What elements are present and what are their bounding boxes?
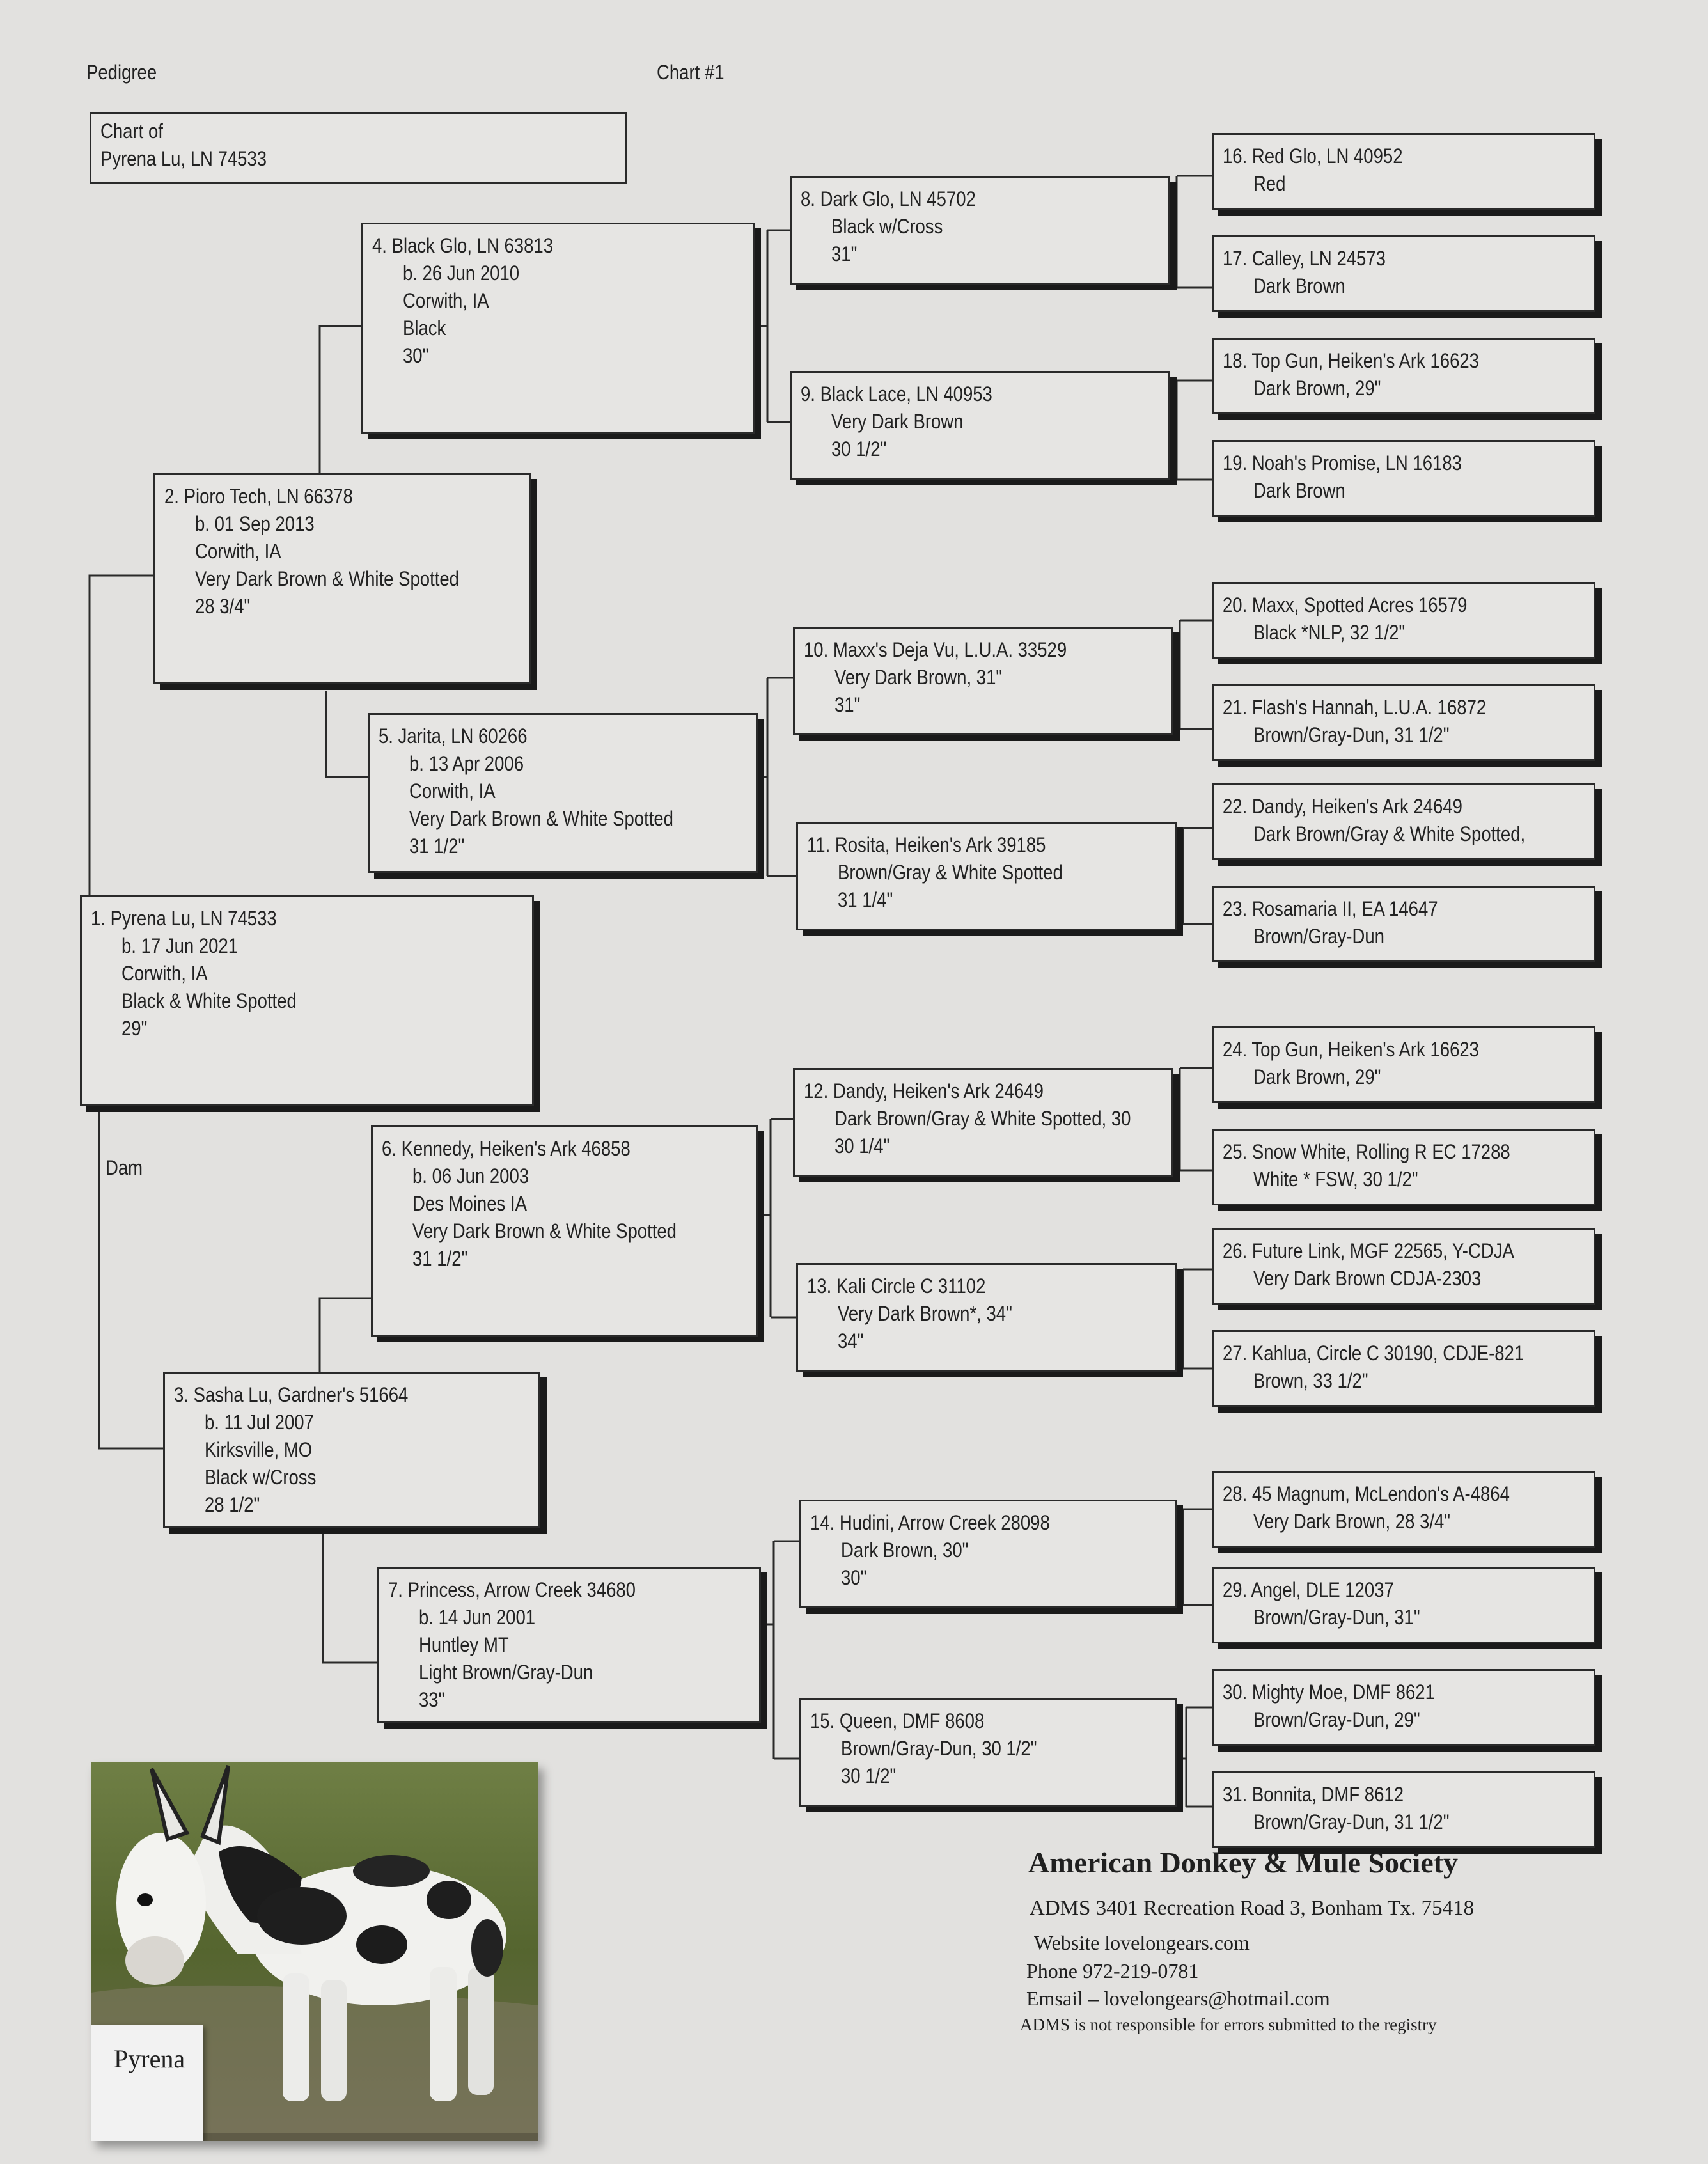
entry-name: 2. Pioro Tech, LN 66378 (164, 485, 353, 508)
entry-name: 7. Princess, Arrow Creek 34680 (388, 1578, 636, 1601)
entry-name: 24. Top Gun, Heiken's Ark 16623 (1223, 1038, 1479, 1061)
entry-name: 10. Maxx's Deja Vu, L.U.A. 33529 (804, 638, 1067, 661)
pedigree-entry-6 (371, 1125, 758, 1337)
pedigree-heading: Pedigree (86, 61, 157, 84)
entry-name: 6. Kennedy, Heiken's Ark 46858 (382, 1137, 631, 1160)
pedigree-entry-26 (1212, 1228, 1595, 1305)
entry-detail: Very Dark Brown & White Spotted (412, 1219, 677, 1243)
entry-name: 3. Sasha Lu, Gardner's 51664 (174, 1383, 409, 1406)
pedigree-entry-13 (796, 1263, 1177, 1372)
entry-detail: 31 1/2" (412, 1247, 468, 1270)
entry-detail: Dark Brown/Gray & White Spotted, (1253, 822, 1526, 845)
entry-detail: 33" (419, 1688, 445, 1711)
pedigree-entry-11 (796, 822, 1177, 930)
entry-detail: Corwith, IA (403, 289, 489, 312)
entry-detail: Brown/Gray-Dun, 29" (1253, 1708, 1420, 1731)
pedigree-entry-16 (1212, 133, 1595, 210)
entry-name: 25. Snow White, Rolling R EC 17288 (1223, 1140, 1510, 1163)
entry-detail: Kirksville, MO (205, 1438, 313, 1461)
dam-label: Dam (106, 1156, 143, 1179)
entry-name: 28. 45 Magnum, McLendon's A-4864 (1223, 1482, 1510, 1505)
entry-name: 8. Dark Glo, LN 45702 (801, 187, 976, 210)
entry-name: 12. Dandy, Heiken's Ark 24649 (804, 1079, 1044, 1102)
chart-of-label: Chart of (100, 120, 163, 143)
pedigree-entry-17 (1212, 235, 1595, 312)
pedigree-entry-12 (793, 1068, 1173, 1177)
pedigree-entry-30 (1212, 1669, 1595, 1746)
entry-detail: Brown/Gray & White Spotted (838, 861, 1063, 884)
pedigree-entry-28 (1212, 1471, 1595, 1548)
society-email: Emsail – lovelongears@hotmail.com (1026, 1987, 1330, 2010)
entry-name: 21. Flash's Hannah, L.U.A. 16872 (1223, 696, 1487, 719)
society-website: Website lovelongears.com (1034, 1931, 1250, 1954)
entry-name: 4. Black Glo, LN 63813 (372, 234, 554, 257)
entry-name: 31. Bonnita, DMF 8612 (1223, 1783, 1404, 1806)
entry-detail: Brown/Gray-Dun, 31 1/2" (1253, 1810, 1450, 1833)
entry-detail: Very Dark Brown, 31" (834, 666, 1003, 689)
entry-name: 17. Calley, LN 24573 (1223, 247, 1386, 270)
pedigree-entry-7 (377, 1567, 761, 1723)
pedigree-entry-1 (80, 895, 534, 1106)
pedigree-entry-22 (1212, 783, 1595, 860)
entry-detail: Dark Brown (1253, 274, 1345, 297)
entry-name: 20. Maxx, Spotted Acres 16579 (1223, 593, 1468, 616)
entry-name: 9. Black Lace, LN 40953 (801, 382, 992, 405)
society-disclaimer: ADMS is not responsible for errors submitted to the registry (1020, 2015, 1437, 2034)
pedigree-entry-25 (1212, 1129, 1595, 1205)
pedigree-entry-14 (799, 1500, 1177, 1608)
entry-detail: Brown/Gray-Dun, 31 1/2" (1253, 723, 1450, 746)
entry-detail: Very Dark Brown & White Spotted (195, 567, 459, 590)
entry-detail: Brown/Gray-Dun (1253, 925, 1384, 948)
entry-detail: Corwith, IA (409, 780, 496, 803)
entry-name: 5. Jarita, LN 60266 (379, 725, 528, 748)
chart-of-name: Pyrena Lu, LN 74533 (100, 147, 267, 170)
pedigree-entry-20 (1212, 582, 1595, 659)
society-phone: Phone 972-219-0781 (1026, 1959, 1199, 1982)
entry-detail: Black *NLP, 32 1/2" (1253, 621, 1406, 644)
photo-label: Pyrena (114, 2044, 185, 2073)
entry-detail: b. 17 Jun 2021 (121, 934, 239, 957)
pedigree-entry-2 (153, 473, 531, 684)
pedigree-entry-3 (163, 1372, 540, 1528)
pedigree-entry-10 (793, 627, 1173, 735)
entry-detail: 31 1/2" (409, 835, 465, 858)
entry-name: 15. Queen, DMF 8608 (810, 1709, 985, 1732)
entry-detail: 30 1/4" (834, 1134, 890, 1157)
entry-detail: 34" (838, 1329, 864, 1352)
entry-detail: b. 14 Jun 2001 (419, 1606, 536, 1629)
entry-detail: Corwith, IA (195, 540, 281, 563)
pedigree-entry-24 (1212, 1026, 1595, 1103)
entry-name: 19. Noah's Promise, LN 16183 (1223, 451, 1462, 474)
entry-detail: b. 01 Sep 2013 (195, 512, 315, 535)
entry-detail: Very Dark Brown, 28 3/4" (1253, 1510, 1451, 1533)
entry-detail: Very Dark Brown*, 34" (838, 1302, 1012, 1325)
entry-detail: Black w/Cross (205, 1466, 317, 1489)
entry-name: 14. Hudini, Arrow Creek 28098 (810, 1511, 1050, 1534)
entry-name: 11. Rosita, Heiken's Ark 39185 (807, 833, 1046, 856)
pedigree-entry-19 (1212, 440, 1595, 517)
entry-name: 27. Kahlua, Circle C 30190, CDJE-821 (1223, 1342, 1524, 1365)
entry-detail: Red (1253, 172, 1286, 195)
entry-detail: 30 1/2" (831, 437, 887, 460)
entry-detail: Corwith, IA (121, 962, 208, 985)
society-address: ADMS 3401 Recreation Road 3, Bonham Tx. 75418 (1030, 1897, 1475, 1920)
pedigree-entry-8 (790, 176, 1170, 285)
entry-detail: Brown/Gray-Dun, 30 1/2" (841, 1737, 1037, 1760)
entry-detail: Huntley MT (419, 1633, 509, 1656)
entry-detail: b. 13 Apr 2006 (409, 752, 524, 775)
entry-detail: Dark Brown, 29" (1253, 1065, 1381, 1088)
entry-detail: 31 1/4" (838, 888, 893, 911)
chart-of-box (90, 112, 627, 184)
chart-number: Chart #1 (657, 61, 725, 84)
entry-detail: Dark Brown, 29" (1253, 377, 1381, 400)
entry-detail: Dark Brown/Gray & White Spotted, 30 (834, 1107, 1131, 1130)
pedigree-entry-29 (1212, 1567, 1595, 1643)
entry-detail: Dark Brown, 30" (841, 1539, 969, 1562)
entry-detail: Dark Brown (1253, 479, 1345, 502)
entry-detail: 31" (831, 242, 858, 265)
entry-detail: Black w/Cross (831, 215, 943, 238)
pedigree-entry-31 (1212, 1771, 1595, 1848)
entry-detail: b. 11 Jul 2007 (205, 1411, 314, 1434)
entry-detail: Brown/Gray-Dun, 31" (1253, 1606, 1420, 1629)
pedigree-entry-23 (1212, 886, 1595, 962)
entry-name: 23. Rosamaria II, EA 14647 (1223, 897, 1438, 920)
entry-detail: 31" (834, 693, 861, 716)
entry-detail: Brown, 33 1/2" (1253, 1369, 1368, 1392)
entry-name: 26. Future Link, MGF 22565, Y-CDJA (1223, 1239, 1514, 1262)
entry-detail: 30" (403, 344, 429, 367)
pedigree-entry-5 (368, 713, 758, 873)
entry-detail: 30" (841, 1566, 867, 1589)
entry-detail: Black (403, 317, 446, 340)
entry-name: 22. Dandy, Heiken's Ark 24649 (1223, 795, 1462, 818)
entry-detail: Light Brown/Gray-Dun (419, 1661, 593, 1684)
entry-detail: 28 1/2" (205, 1493, 260, 1516)
entry-name: 13. Kali Circle C 31102 (807, 1274, 986, 1298)
entry-detail: 30 1/2" (841, 1764, 897, 1787)
pedigree-entry-27 (1212, 1330, 1595, 1407)
photo-label-card (91, 2025, 203, 2141)
society-name: American Donkey & Mule Society (1028, 1846, 1458, 1879)
entry-detail: 29" (121, 1017, 148, 1040)
entry-name: 30. Mighty Moe, DMF 8621 (1223, 1681, 1435, 1704)
donkey-photo (91, 1762, 538, 2141)
entry-name: 16. Red Glo, LN 40952 (1223, 145, 1403, 168)
entry-detail: Very Dark Brown & White Spotted (409, 807, 673, 830)
pedigree-entry-4 (361, 223, 755, 434)
entry-detail: Very Dark Brown (831, 410, 964, 433)
entry-detail: Des Moines IA (412, 1192, 527, 1215)
pedigree-entry-18 (1212, 338, 1595, 414)
entry-detail: Very Dark Brown CDJA-2303 (1253, 1267, 1482, 1290)
entry-detail: b. 06 Jun 2003 (412, 1164, 529, 1188)
entry-detail: 28 3/4" (195, 595, 251, 618)
pedigree-entry-9 (790, 371, 1170, 480)
entry-name: 18. Top Gun, Heiken's Ark 16623 (1223, 349, 1479, 372)
entry-name: 29. Angel, DLE 12037 (1223, 1578, 1394, 1601)
pedigree-entry-15 (799, 1698, 1177, 1807)
pedigree-entry-21 (1212, 684, 1595, 761)
entry-name: 1. Pyrena Lu, LN 74533 (91, 907, 277, 930)
entry-detail: Black & White Spotted (121, 989, 297, 1012)
entry-detail: White * FSW, 30 1/2" (1253, 1168, 1418, 1191)
entry-detail: b. 26 Jun 2010 (403, 262, 520, 285)
